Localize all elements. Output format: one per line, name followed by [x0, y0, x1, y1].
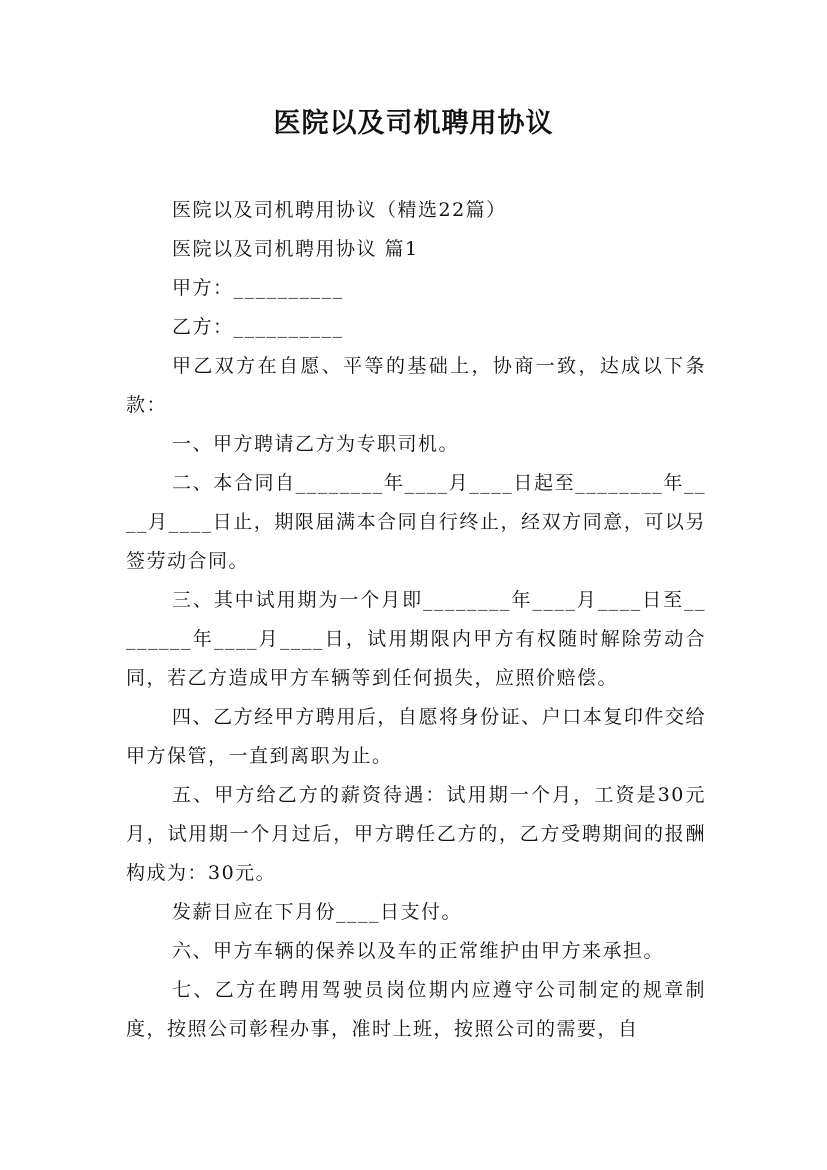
paragraph-subtitle: 医院以及司机聘用协议（精选22篇） — [172, 199, 507, 221]
paragraph-clause-4: 四、乙方经甲方聘用后，自愿将身份证、户口本复印件交给甲方保管，一直到离职为止。 — [126, 706, 706, 767]
paragraph-clause-6: 六、甲方车辆的保养以及车的正常维护由甲方来承担。 — [172, 940, 665, 962]
paragraph-party-b: 乙方：__________ — [172, 316, 344, 338]
paragraph-section-heading: 医院以及司机聘用协议 篇1 — [172, 238, 419, 260]
paragraph-preamble: 甲乙双方在自愿、平等的基础上，协商一致，达成以下条款： — [126, 355, 706, 416]
paragraph-clause-3: 三、其中试用期为一个月即________年____月____日至________年____月____日，试用期限内甲方有权随时解除劳动合同，若乙方造成甲方车辆等到任何损失，应照价赔偿。 — [126, 589, 706, 689]
document-body — [126, 191, 706, 1049]
paragraph-clause-2: 二、本合同自________年____月____日起至________年____月____日止，期限届满本合同自行终止，经双方同意，可以另签劳动合同。 — [126, 472, 706, 572]
paragraph-clause-1: 一、甲方聘请乙方为专职司机。 — [172, 433, 460, 455]
document-title: 医院以及司机聘用协议 — [273, 108, 554, 139]
paragraph-clause-5: 五、甲方给乙方的薪资待遇：试用期一个月，工资是30元月，试用期一个月过后，甲方聘任乙方的，乙方受聘期间的报酬构成为：30元。 — [126, 784, 706, 884]
paragraph-party-a: 甲方：__________ — [172, 277, 344, 299]
paragraph-clause-7: 七、乙方在聘用驾驶员岗位期内应遵守公司制定的规章制度，按照公司彰程办事，准时上班，按照公司的需要，自 — [126, 979, 706, 1040]
paragraph-payday: 发薪日应在下月份____日支付。 — [172, 901, 463, 923]
